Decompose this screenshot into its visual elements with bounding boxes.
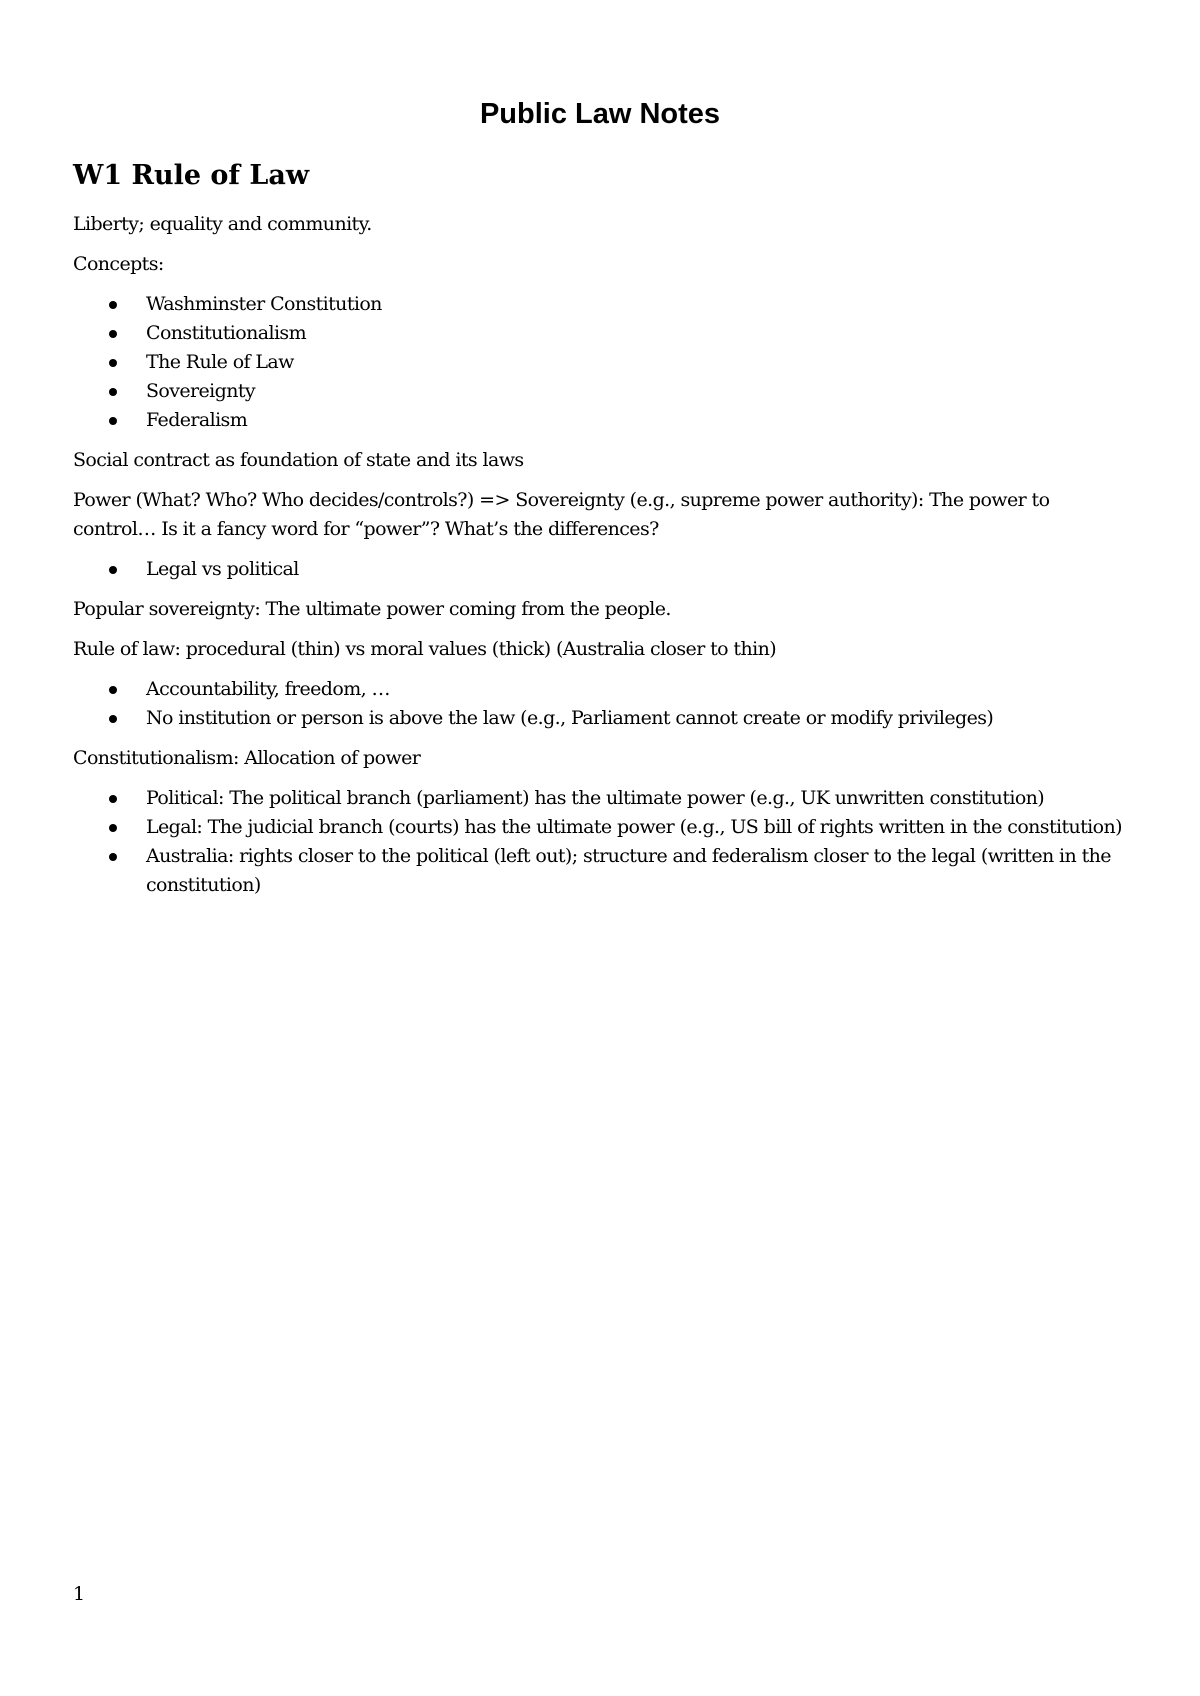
bullet-icon xyxy=(109,715,117,723)
bullet-icon xyxy=(109,417,117,425)
document-body xyxy=(73,210,1133,911)
list-item-text: Sovereignty xyxy=(146,380,256,402)
paragraph-popular-sovereignty: Popular sovereignty: The ultimate power coming from the people. xyxy=(73,598,671,620)
list-item xyxy=(73,842,1133,900)
document-title: Public Law Notes xyxy=(479,98,721,130)
paragraph-concepts: Concepts: xyxy=(73,253,164,275)
paragraph-power: Power (What? Who? Who decides/controls?) => Sovereignty (e.g., supreme power authority): The power to control… Is it a fancy word for “power”? What’s the differences? xyxy=(73,489,1050,540)
list-item-text: The Rule of Law xyxy=(146,351,294,373)
bullet-icon xyxy=(109,853,117,861)
list-item xyxy=(73,675,1133,704)
list-item-text: Washminster Constitution xyxy=(146,293,382,315)
paragraph-liberty: Liberty; equality and community. xyxy=(73,213,372,235)
list-item-text: No institution or person is above the law (e.g., Parliament cannot create or modify privileges) xyxy=(146,707,994,729)
list-item xyxy=(73,348,1133,377)
list-item-text: Constitutionalism xyxy=(146,322,306,344)
list-item xyxy=(73,319,1133,348)
list-item-text: Legal: The judicial branch (courts) has the ultimate power (e.g., US bill of rights written in the constitution) xyxy=(146,816,1122,838)
section-heading: W1 Rule of Law xyxy=(73,160,310,191)
bullet-icon xyxy=(109,566,117,574)
list-item-text: Accountability, freedom, … xyxy=(146,678,390,700)
list-item xyxy=(73,813,1133,842)
list-item xyxy=(73,704,1133,733)
constitutionalism-list xyxy=(73,784,1133,900)
paragraph-constitutionalism: Constitutionalism: Allocation of power xyxy=(73,747,421,769)
bullet-icon xyxy=(109,686,117,694)
list-item-text: Federalism xyxy=(146,409,248,431)
bullet-icon xyxy=(109,330,117,338)
list-item xyxy=(73,555,1133,584)
bullet-icon xyxy=(109,301,117,309)
list-item-text: Australia: rights closer to the political (left out); structure and federalism closer to the legal (written in the constitution) xyxy=(146,845,1111,896)
list-item xyxy=(73,290,1133,319)
list-item xyxy=(73,377,1133,406)
bullet-icon xyxy=(109,795,117,803)
bullet-icon xyxy=(109,388,117,396)
bullet-icon xyxy=(109,359,117,367)
bullet-icon xyxy=(109,824,117,832)
list-item-text: Political: The political branch (parliament) has the ultimate power (e.g., UK unwritten constitution) xyxy=(146,787,1045,809)
paragraph-social-contract: Social contract as foundation of state and its laws xyxy=(73,449,524,471)
list-item xyxy=(73,784,1133,813)
list-item-text: Legal vs political xyxy=(146,558,299,580)
power-list xyxy=(73,555,1133,584)
paragraph-rule-of-law: Rule of law: procedural (thin) vs moral values (thick) (Australia closer to thin) xyxy=(73,638,777,660)
concepts-list xyxy=(73,290,1133,435)
rule-of-law-list xyxy=(73,675,1133,733)
list-item xyxy=(73,406,1133,435)
page-number: 1 xyxy=(73,1583,86,1605)
